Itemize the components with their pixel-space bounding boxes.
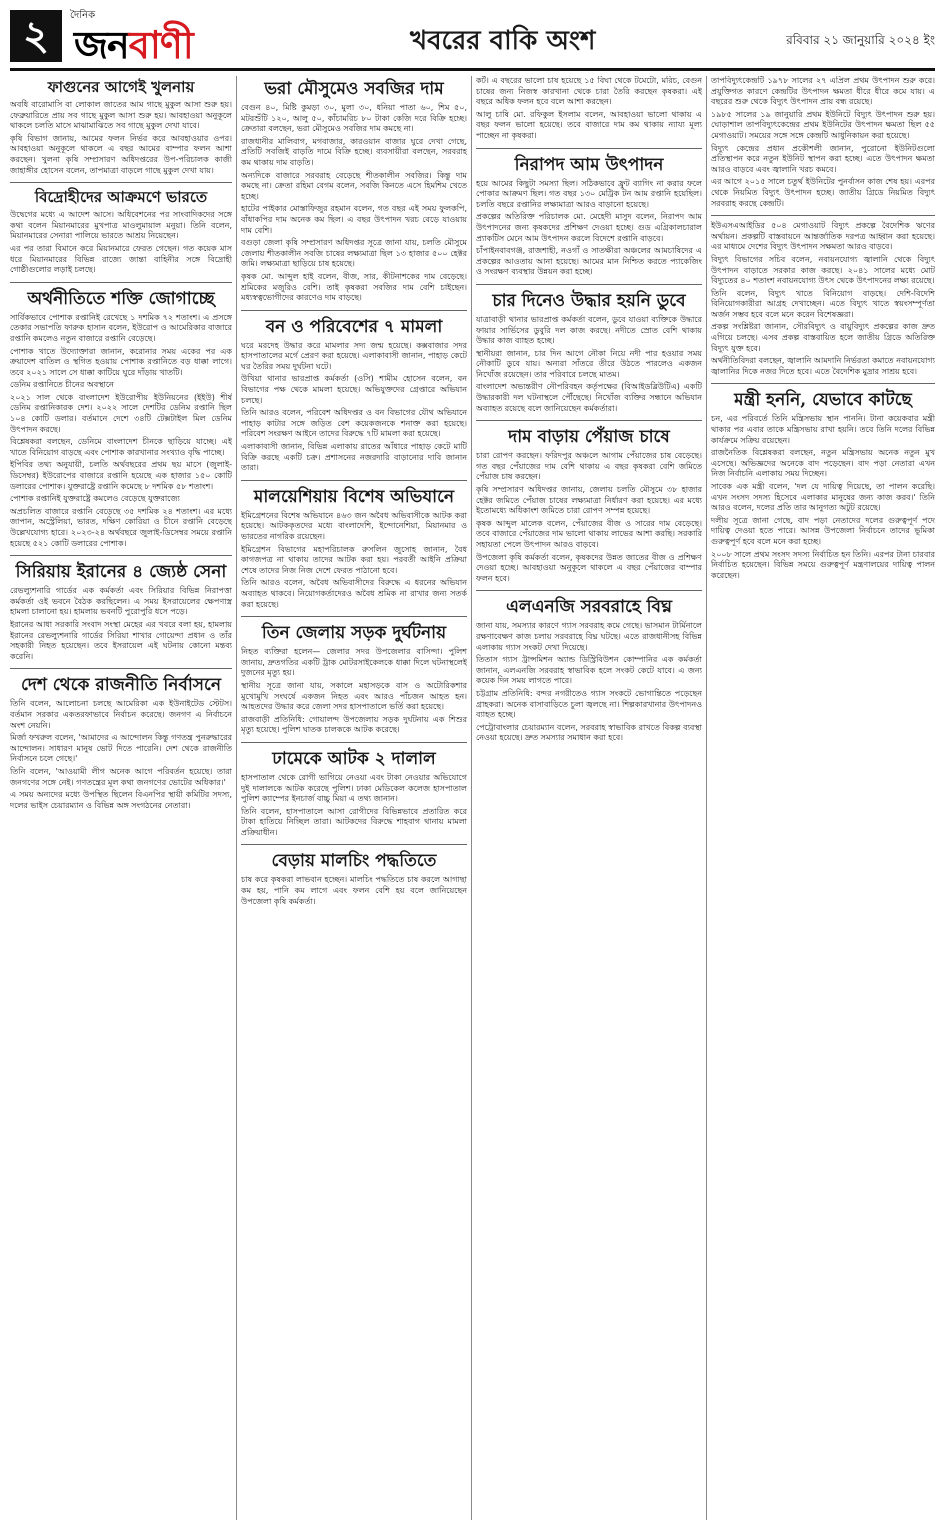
story-paragraph: বেগুন ৪০, মিষ্টি কুমড়া ৩০, মুলা ৩০, ধনিয়া পাতা ৬০, শিম ৫০, মটরশুঁটি ১২০, আলু ৫০, কাঁচামরিচ ৮০ টাকা কেজি দরে বিক্রি হচ্ছে। ক্রেতারা বলছেন, ভরা মৌসুমেও সবজির দাম কমছে না। bbox=[241, 103, 467, 134]
news-story bbox=[711, 76, 935, 209]
story-paragraph: রেভল্যুশনারি গার্ডের এক কর্মকর্তা এবং সিরিয়ার বিভিন্ন নিরাপত্তা কর্মকর্তা ওই ভবনে বৈঠক করছিলেন। এ সময় ইসরায়েলের ক্ষেপণাস্ত্র হামলা চালানো হয়। হামলায় ভবনটি পুরোপুরি ধসে পড়ে। bbox=[10, 586, 232, 617]
story-paragraph: প্রকল্প সংশ্লিষ্টরা জানান, সৌরবিদ্যুৎ ও বায়ুবিদ্যুৎ প্রকল্পের কাজ দ্রুত এগিয়ে চলছে। এসব প্রকল্প বাস্তবায়িত হলে জাতীয় গ্রিডে অতিরিক্ত বিদ্যুৎ যুক্ত হবে। bbox=[711, 322, 935, 353]
story-paragraph: তিনি আরও বলেন, পরিবেশ অধিদপ্তর ও বন বিভাগের যৌথ অভিযানে পাহাড় কাটার সঙ্গে জড়িত বেশ কয়েকজনকে শনাক্ত করা হয়েছে। পরিবেশ সংরক্ষণ আইনে তাদের বিরুদ্ধে ৭টি মামলা করা হয়েছে। bbox=[241, 408, 467, 439]
story-paragraph: নিহত ব্যক্তিরা হলেন— জেলার সদর উপজেলার বাসিন্দা। পুলিশ জানায়, দ্রুতগতির একটি ট্রাক মোটরসাইকেলকে ধাক্কা দিলে ঘটনাস্থলেই দুজনের মৃত্যু হয়। bbox=[241, 647, 467, 678]
news-story bbox=[241, 316, 467, 474]
story-headline: দেশ থেকে রাজনীতি নির্বাসনে bbox=[20, 675, 221, 696]
story-paragraph: চারা রোপণ করছেন। ফরিদপুর অঞ্চলে আগাম পেঁয়াজের চাষ বেড়েছে। গত বছর পেঁয়াজের দাম বেশি থাকায় এ বছর কৃষকরা বেশি জমিতে পেঁয়াজ চাষ করছেন। bbox=[476, 451, 702, 482]
news-story bbox=[10, 561, 232, 662]
story-paragraph: ইপিবির তথ্য অনুযায়ী, চলতি অর্থবছরের প্রথম ছয় মাসে (জুলাই-ডিসেম্বর) ইউরোপের বাজারে রপ্তানি হয়েছে এক হাজার ১৫০ কোটি ডলারের পোশাক। যুক্তরাষ্ট্রে রপ্তানি কমেছে ৮ দশমিক ৫৮ শতাংশ। bbox=[10, 460, 232, 491]
news-story bbox=[10, 188, 232, 276]
story-headline: এলএনজি সরবরাহে বিঘ্ন bbox=[506, 597, 672, 618]
news-story bbox=[241, 486, 467, 610]
story-paragraph: তিনি বলেন, 'আওয়ামী লীগ অনেক আগে পরিবর্তন হয়েছে। তারা জনগণের সঙ্গে নেই। গণতন্ত্রের মূল কথা জনগণের ভোটের অধিকার।' bbox=[10, 766, 232, 787]
masthead bbox=[10, 6, 935, 66]
story-divider bbox=[476, 590, 702, 591]
story-divider bbox=[241, 742, 467, 743]
story-paragraph: জানা যায়, সমস্যার কারণে গ্যাস সরবরাহ কমে গেছে। ভাসমান টার্মিনালে রক্ষণাবেক্ষণ কাজ চলায় সরবরাহে বিঘ্ন ঘটছে। এতে রাজধানীসহ বিভিন্ন এলাকায় গ্যাস সংকট দেখা দিয়েছে। bbox=[476, 621, 702, 652]
story-paragraph: বিদ্যুৎ বিভাগের সচিব বলেন, নবায়নযোগ্য জ্বালানি থেকে বিদ্যুৎ উৎপাদন বাড়াতে সরকার কাজ করছে। ২০৪১ সালের মধ্যে মোট বিদ্যুতের ৪০ শতাংশ নবায়নযোগ্য উৎস থেকে উৎপাদনের লক্ষ্য রয়েছে। bbox=[711, 254, 935, 286]
story-paragraph: তিতাস গ্যাস ট্রান্সমিশন অ্যান্ড ডিস্ট্রিবিউশন কোম্পানির এক কর্মকর্তা জানান, এলএনজি সরবরাহ স্বাভাবিক হলে সংকট কেটে যাবে। এ জন্য কয়েক দিন সময় লাগতে পারে। bbox=[476, 655, 702, 686]
story-paragraph: ইমিগ্রেশনের বিশেষ অভিযানে ৪৬৩ জন অবৈধ অভিবাসীকে আটক করা হয়েছে। আটককৃতদের মধ্যে বাংলাদেশি, ইন্দোনেশিয়া, মিয়ানমার ও ভারতের নাগরিক রয়েছেন। bbox=[241, 510, 467, 541]
story-paragraph: দলীয় সূত্রে জানা গেছে, বাদ পড়া নেতাদের দলের গুরুত্বপূর্ণ পদে দায়িত্ব দেওয়া হতে পারে। আসন্ন উপজেলা নির্বাচনে তাদের ভূমিকা গুরুত্বপূর্ণ হবে বলে মনে করা হচ্ছে। bbox=[711, 515, 935, 546]
story-divider bbox=[241, 616, 467, 617]
story-divider bbox=[241, 310, 467, 311]
story-divider bbox=[476, 284, 702, 285]
story-divider bbox=[711, 215, 935, 216]
page-number: ২ bbox=[10, 10, 62, 62]
logo-red: বাণী bbox=[128, 23, 193, 67]
news-story bbox=[476, 76, 702, 142]
story-paragraph: মির্জা ফখরুল বলেন, 'আমাদের এ আন্দোলন কিন্তু গণতন্ত্র পুনরুদ্ধারের আন্দোলন। সাধারণ মানুষ ভোট দিতে পারেনি। দেশ থেকে রাজনীতি নির্বাসনে চলে গেছে।' bbox=[10, 733, 232, 764]
story-paragraph: সাবেক এক মন্ত্রী বলেন, 'দল যে দায়িত্ব দিয়েছে, তা পালন করেছি। এখন সংসদ সদস্য হিসেবে এলাকার মানুষের জন্য কাজ করব।' তিনি আরও বলেন, দলের প্রতি তার আনুগত্য অটুট রয়েছে। bbox=[711, 482, 935, 513]
news-story bbox=[476, 290, 702, 414]
story-paragraph: এলাকাবাসী জানান, বিভিন্ন এলাকায় রাতের আঁধারে পাহাড় কেটে মাটি বিক্রি করছে একটি চক্র। প্রশাসনের নজরদারি বাড়ানোর দাবি জানান তারা। bbox=[241, 442, 467, 473]
story-paragraph: চাঁপাইনবাবগঞ্জ, রাজশাহী, নওগাঁ ও সাতক্ষীরা অঞ্চলের আমচাষিদের এ প্রকল্পের আওতায় আনা হয়েছে। আমের মান নিশ্চিত করতে প্যাকেজিং ও সংরক্ষণ ব্যবস্থার উন্নয়ন করা হচ্ছে। bbox=[476, 246, 702, 277]
date-line: রবিবার ২১ জানুয়ারি ২০২৪ ইং bbox=[786, 33, 935, 47]
story-paragraph: তিনি আরও বলেন, অবৈধ অভিবাসীদের বিরুদ্ধে এ ধরনের অভিযান অব্যাহত থাকবে। নিয়োগকর্তাদেরও অবৈধ শ্রমিক না রাখার জন্য সতর্ক করা হয়েছে। bbox=[241, 578, 467, 609]
story-paragraph: যাত্রাবাড়ী থানার ভারপ্রাপ্ত কর্মকর্তা বলেন, ডুবে যাওয়া ব্যক্তিকে উদ্ধারে ফায়ার সার্ভিসের ডুবুরি দল কাজ করছে। নদীতে স্রোত বেশি থাকায় উদ্ধার কাজ ব্যাহত হচ্ছে। bbox=[476, 314, 702, 346]
logo-black: জন bbox=[74, 23, 129, 67]
story-paragraph: উখিয়া থানার ভারপ্রাপ্ত কর্মকর্তা (ওসি) শামীম হোসেন বলেন, বন বিভাগের পক্ষ থেকে মামলা হয়েছে। অভিযুক্তদের গ্রেপ্তারে অভিযান চলছে। bbox=[241, 374, 467, 405]
story-paragraph: এ সময় অন্যদের মধ্যে উপস্থিত ছিলেন বিএনপির স্থায়ী কমিটির সদস্য, দলের ভাইস চেয়ারম্যান ও বিভিন্ন অঙ্গ সংগঠনের নেতারা। bbox=[10, 790, 232, 810]
story-divider bbox=[241, 844, 467, 845]
story-paragraph: অন্যদিকে বাজারে সরবরাহ বেড়েছে শীতকালীন সবজির। কিন্তু দাম কমছে না। ক্রেতা রহিমা বেগম বলেন, সবজি কিনতে এসে হিমশিম খেতে হচ্ছে। bbox=[241, 170, 467, 201]
story-paragraph: বিদ্যুৎ কেন্দ্রের প্রধান প্রকৌশলী জানান, পুরোনো ইউনিটগুলো প্রতিস্থাপন করে নতুন ইউনিট স্থাপন করা হচ্ছে। এতে উৎপাদন ক্ষমতা আরও বাড়বে এবং জ্বালানি খরচ কমবে। bbox=[711, 143, 935, 174]
story-paragraph: তিনি বলেন, আলোচনা চলছে আমেরিকা এক ইউনাইটেড স্টেটস। বর্তমান সরকার একতরফাভাবে নির্বাচন করেছে। জনগণ এ নির্বাচনে অংশ নেয়নি। bbox=[10, 699, 232, 730]
story-paragraph: সার্বিকভাবে পোশাক রপ্তানিই রেখেছে ১ দশমিক ৭২ শতাংশ। এ প্রসঙ্গে তেকার সভাপতি ফারুক হাসান বলেন, ইউরোপ ও আমেরিকার বাজারে রপ্তানি কমলেও নতুন বাজারে রপ্তানি বেড়েছে। bbox=[10, 312, 232, 343]
story-paragraph: কর্ট। এ বছরের ভালো চাষ হয়েছে ১৫ বিঘা থেকে টমেটো, মরিচ, বেগুন চাষের জন্য নিজস্ব কারখানা থেকে চারা তৈরি করছেন কৃষকরা। এই বছরে অধিক ফলন হবে বলে আশা করছেন। bbox=[476, 76, 702, 107]
news-story bbox=[241, 748, 467, 839]
column-2 bbox=[241, 76, 467, 1520]
news-story bbox=[476, 426, 702, 584]
story-headline: ফাগুনের আগেই খুলনায় bbox=[47, 78, 195, 96]
column-divider bbox=[236, 76, 237, 1520]
story-divider bbox=[476, 148, 702, 149]
story-paragraph: ২০০৮ সালে প্রথম সংসদ সদস্য নির্বাচিত হন তিনি। এরপর টানা চারবার নির্বাচিত হয়েছেন। বিভিন্ন সময়ে গুরুত্বপূর্ণ মন্ত্রণালয়ের দায়িত্ব পালন করেছেন। bbox=[711, 549, 935, 580]
story-paragraph: কৃষি বিভাগ জানায়, আমের ফলন নির্ভর করে আবহাওয়ার ওপর। আবহাওয়া অনুকূলে থাকলে এ বছর আমের বাম্পার ফলন আশা করছেন। খুলনা কৃষি সম্প্রসারণ অধিদপ্তরের উপ-পরিচালক কাজী জাহাঙ্গীর হোসেন বলেন, তাপমাত্রা বাড়লে গাছে মুকুল দেখা যায়। bbox=[10, 133, 232, 175]
story-paragraph: প্রকল্পের অতিরিক্ত পরিচালক মো. মেহেদী মাসুদ বলেন, নিরাপদ আম উৎপাদনের জন্য কৃষকদের প্রশিক্ষণ দেওয়া হচ্ছে। গুড এগ্রিকালচারাল প্র্যাকটিস মেনে আম উৎপাদন করলে বিদেশে রপ্তানি বাড়বে। bbox=[476, 212, 702, 243]
story-paragraph: অর্থনীতিবিদরা বলছেন, জ্বালানি আমদানি নির্ভরতা কমাতে নবায়নযোগ্য জ্বালানির দিকে নজর দিতে হবে। এতে বৈদেশিক মুদ্রার সাশ্রয় হবে। bbox=[711, 356, 935, 376]
logo-prefix: দৈনিক bbox=[70, 10, 96, 21]
column-4 bbox=[711, 76, 935, 1520]
story-paragraph: স্থানীয় সূত্রে জানা যায়, সকালে মহাসড়কে বাস ও অটোরিকশার মুখোমুখি সংঘর্ষে একজন নিহত এবং আরও পাঁচজন আহত হন। আহতদের উদ্ধার করে জেলা সদর হাসপাতালে ভর্তি করা হয়েছে। bbox=[241, 680, 467, 712]
story-paragraph: চন, এর পরিবর্তে তিনি মন্ত্রিসভায় স্থান পাননি। টানা কয়েকবার মন্ত্রী থাকার পর এবার তাকে মন্ত্রিসভায় রাখা হয়নি। তবে তিনি দলের বিভিন্ন কার্যক্রমে সক্রিয় রয়েছেন। bbox=[711, 414, 935, 445]
story-headline: অর্থনীতিতে শক্তি জোগাচ্ছে bbox=[27, 288, 215, 309]
story-paragraph: তিনি বলেন, হাসপাতালে আসা রোগীদের বিভিন্নভাবে প্রতারিত করে টাকা হাতিয়ে নিচ্ছিল তারা। আটকদের বিরুদ্ধে শাহবাগ থানায় মামলা প্রক্রিয়াধীন। bbox=[241, 806, 467, 837]
story-paragraph: বগুড়া জেলা কৃষি সম্প্রসারণ অধিদপ্তর সূত্রে জানা যায়, চলতি মৌসুমে জেলায় শীতকালীন সবজি চাষের লক্ষ্যমাত্রা ছিল ১৩ হাজার ৫০০ হেক্টর জমি। লক্ষ্যমাত্রা ছাড়িয়ে চাষ হয়েছে। bbox=[241, 238, 467, 269]
story-headline: মন্ত্রী হননি, যেভাবে কাটছে bbox=[734, 390, 912, 411]
story-headline: নিরাপদ আম উৎপাদন bbox=[514, 154, 664, 175]
story-paragraph: উপজেলা কৃষি কর্মকর্তা বলেন, কৃষকদের উন্নত জাতের বীজ ও প্রশিক্ষণ দেওয়া হচ্ছে। আবহাওয়া অনুকূলে থাকলে এ বছর পেঁয়াজের বাম্পার ফলন হবে। bbox=[476, 552, 702, 583]
story-paragraph: ঘরে মরদেহ উদ্ধার করে মামলার সদ্য জন্ম হয়েছে। কক্সবাজার সদর হাসপাতালের মর্গে প্রেরণ করা হয়েছে। এলাকাবাসী জানান, পাহাড় কেটে ঘর তৈরির সময় দুর্ঘটনা ঘটে। bbox=[241, 340, 467, 371]
story-paragraph: পোশাক খাতে উদ্যোক্তারা জানান, করোনার সময় একের পর এক ক্রয়াদেশ বাতিল ও স্থগিত হওয়ায় পোশাক রপ্তানিতে বড় ধাক্কা লাগে। তবে ২০২১ সালে সে ধাক্কা কাটিয়ে ঘুরে দাঁড়ায় খাতটি। bbox=[10, 346, 232, 377]
news-story bbox=[241, 78, 467, 304]
news-story bbox=[10, 288, 232, 549]
news-story bbox=[711, 221, 935, 377]
story-paragraph: হাসপাতাল থেকে রোগী ভাগিয়ে নেওয়া এবং টাকা নেওয়ার অভিযোগে দুই দালালকে আটক করেছে পুলিশ। ঢাকা মেডিকেল কলেজ হাসপাতাল পুলিশ ক্যাম্পের ইনচার্জ বাচ্চু মিয়া এ তথ্য জানান। bbox=[241, 772, 467, 804]
story-headline: বন ও পরিবেশের ৭ মামলা bbox=[265, 316, 443, 337]
story-divider bbox=[10, 555, 232, 556]
story-paragraph: ডেনিম রপ্তানিতে চীনের অবস্থানে bbox=[10, 380, 114, 390]
story-paragraph: চট্টগ্রাম প্রতিনিধি: বন্দর নগরীতেও গ্যাস সংকটে ভোগান্তিতে পড়েছেন গ্রাহকরা। অনেক বাসাবাড়িতে চুলা জ্বলছে না। শিল্পকারখানার উৎপাদনও ব্যাহত হচ্ছে। bbox=[476, 688, 702, 720]
news-story bbox=[10, 78, 232, 176]
story-paragraph: ইউএসএআইডির ৫০৪ মেগাওয়াট বিদ্যুৎ প্রকল্পে বৈদেশিক ঋণের অর্থায়ন। প্রকল্পটি বাস্তবায়নে আন্তর্জাতিক দরপত্র আহ্বান করা হয়েছে। এর মাধ্যমে দেশের বিদ্যুৎ উৎপাদন সক্ষমতা আরও বাড়বে। bbox=[711, 221, 935, 252]
story-headline: ভরা মৌসুমেও সবজির দাম bbox=[264, 79, 444, 99]
column-divider bbox=[706, 76, 707, 1520]
masthead-rule bbox=[10, 68, 935, 71]
story-paragraph: ২০২১ সাল থেকে বাংলাদেশ ইউরোপীয় ইউনিয়নের (ইইউ) শীর্ষ ডেনিম রপ্তানিকারক দেশ। ২০২২ সালে দেশটির ডেনিম রপ্তানি ছিল ১০৪ কোটি ডলার। বর্তমানে দেশে ৩৪টি টেক্সটাইল মিল ডেনিম উৎপাদন করছে। bbox=[10, 392, 232, 434]
story-paragraph: রাজনৈতিক বিশ্লেষকরা বলছেন, নতুন মন্ত্রিসভায় অনেক নতুন মুখ এসেছে। অভিজ্ঞদের অনেকে বাদ পড়েছেন। বাদ পড়া নেতারা এখন নিজ নির্বাচনি এলাকায় সময় দিচ্ছেন। bbox=[711, 448, 935, 479]
story-paragraph: ইরানের আধা সরকারি সংবাদ সংস্থা মেহের এর খবরে বলা হয়, হামলায় ইরানের রেভল্যুশনারি গার্ডের সিরিয়া শাখার গোয়েন্দা প্রধান ও তাঁর সহকারী নিহত হয়েছেন। তবে ইসরায়েল এই ঘটনায় কোনো মন্তব্য করেনি। bbox=[10, 619, 232, 661]
story-paragraph: রাজধানীর মালিবাগ, মগবাজার, কারওয়ান বাজার ঘুরে দেখা গেছে, প্রতিটি সবজিই বাড়তি দামে বিক্রি হচ্ছে। ব্যবসায়ীরা বলছেন, সরবরাহ কম থাকায় দাম বাড়তি। bbox=[241, 136, 467, 167]
story-paragraph: স্থানীয়রা জানান, চার দিন আগে নৌকা নিয়ে নদী পার হওয়ার সময় নৌকাটি ডুবে যায়। অন্যরা সাঁতরে তীরে উঠতে পারলেও একজন নিখোঁজ রয়েছেন। তার পরিবারে চলছে মাতম। bbox=[476, 348, 702, 379]
story-paragraph: অবধি বারোমাসি বা লোকাল জাতের আম গাছে মুকুল আসা শুরু হয়। ফেব্রুয়ারিতে প্রায় সব গাছে মুকুল আসা শুরু হয়। আবহাওয়া অনুকূলে থাকলে চলতি মাসে মাঝামাঝিতে সব গাছে মুকুল দেখা যাবে। bbox=[10, 100, 232, 131]
story-headline: বিদ্রোহীদের আক্রমণে ভারতে bbox=[34, 188, 208, 207]
news-story bbox=[241, 850, 467, 907]
story-headline: দাম বাড়ায় পেঁয়াজ চাষে bbox=[508, 427, 670, 448]
story-divider bbox=[10, 668, 232, 669]
story-paragraph: রাজবাড়ী প্রতিনিধি: গোয়ালন্দ উপজেলায় সড়ক দুর্ঘটনায় এক শিশুর মৃত্যু হয়েছে। পুলিশ ঘাতক চালককে আটক করেছে। bbox=[241, 714, 467, 735]
story-paragraph: এর আগে ২০১৫ সালে চতুর্থ ইউনিটের পুনর্বাসন কাজ শেষ হয়। এরপর থেকে নিয়মিত বিদ্যুৎ উৎপাদন হচ্ছে। জাতীয় গ্রিডে নিয়মিত বিদ্যুৎ সরবরাহ করছে কেন্দ্রটি। bbox=[711, 177, 935, 208]
story-headline: মালয়েশিয়ায় বিশেষ অভিযানে bbox=[253, 486, 455, 507]
story-paragraph: উদ্বেগের মধ্যে এ আদেশ আসে। অধিবেশনের পর সাংবাদিকদের সঙ্গে কথা বলেন মিয়ানমারের মুখপাত্র মাওলুমায়াল মনুয়া। তিনি বলেন, মিয়ানমারের সেনারা পালিয়ে ভারতে আশ্রয় নিয়েছেন। bbox=[10, 210, 232, 241]
section-title: খবরের বাকি অংশ bbox=[410, 26, 596, 56]
story-paragraph: চাষ করে কৃষকরা লাভবান হচ্ছেন। মালচিং পদ্ধতিতে চাষ করলে আগাছা কম হয়, পানি কম লাগে এবং ফলন বেশি হয় বলে জানিয়েছেন উপজেলা কৃষি কর্মকর্তা। bbox=[241, 875, 467, 906]
story-paragraph: কৃষি সম্প্রসারণ অধিদপ্তর জানায়, জেলায় চলতি মৌসুমে ৩৮ হাজার হেক্টর জমিতে পেঁয়াজ চাষের লক্ষ্যমাত্রা নির্ধারণ করা হয়েছে। এর মধ্যে ইতোমধ্যে অধিকাংশ জমিতে চারা রোপণ সম্পন্ন হয়েছে। bbox=[476, 485, 702, 516]
story-paragraph: বিশ্লেষকরা বলছেন, ডেনিমে বাংলাদেশ চীনকে ছাড়িয়ে যাচ্ছে। এই খাতে বিনিয়োগ বাড়ছে এবং পোশাক কারখানার সংখ্যাও বৃদ্ধি পাচ্ছে। bbox=[10, 437, 232, 457]
story-divider bbox=[10, 182, 232, 183]
story-paragraph: তিনি বলেন, বিদ্যুৎ খাতে বিনিয়োগ বাড়ছে। দেশি-বিদেশি বিনিয়োগকারীরা আগ্রহ দেখাচ্ছেন। এতে বিদ্যুৎ খাতে স্বয়ংসম্পূর্ণতা অর্জন সম্ভব হবে বলে মনে করেন বিশেষজ্ঞরা। bbox=[711, 288, 935, 319]
story-paragraph: ১৯৮৫ সালের ১৯ জানুয়ারি প্রথম ইউনিটে বিদ্যুৎ উৎপাদন শুরু হয়। ঘোড়াশাল তাপবিদ্যুৎকেন্দ্রের প্রথম ইউনিটের উৎপাদন ক্ষমতা ছিল ৫৫ মেগাওয়াট। সময়ের সঙ্গে সঙ্গে কেন্দ্রটি আধুনিকায়ন করা হয়েছে। bbox=[711, 109, 935, 140]
column-divider bbox=[471, 76, 472, 1520]
news-story bbox=[476, 154, 702, 278]
story-headline: চার দিনেও উদ্ধার হয়নি ডুবে bbox=[492, 290, 686, 311]
news-story bbox=[10, 674, 232, 811]
news-story bbox=[241, 622, 467, 736]
story-headline: সিরিয়ায় ইরানের ৪ জ্যেষ্ঠ সেনা bbox=[15, 562, 227, 583]
story-divider bbox=[711, 383, 935, 384]
story-paragraph: ইমিগ্রেশন বিভাগের মহাপরিচালক রুসলিন জুসোহ জানান, বৈধ কাগজপত্র না থাকায় তাদের আটক করা হয়। পরবর্তী আইনি প্রক্রিয়া শেষে তাদের নিজ নিজ দেশে ফেরত পাঠানো হবে। bbox=[241, 544, 467, 575]
story-paragraph: পেট্রোবাংলার চেয়ারম্যান বলেন, সরবরাহ স্বাভাবিক রাখতে বিকল্প ব্যবস্থা নেওয়া হয়েছে। দ্রুত সমস্যার সমাধান করা হবে। bbox=[476, 722, 702, 743]
story-headline: ঢামেকে আটক ২ দালাল bbox=[272, 748, 436, 769]
story-paragraph: বাংলাদেশ অভ্যন্তরীণ নৌপরিবহন কর্তৃপক্ষের (বিআইডব্লিউটিএ) একটি উদ্ধারকারী দল ঘটনাস্থলে পৌঁছেছে। নিখোঁজ ব্যক্তির সন্ধানে অভিযান অব্যাহত রয়েছে বলে জানিয়েছেন কর্মকর্তারা। bbox=[476, 382, 702, 413]
story-paragraph: হাটের পাইকার মোস্তাফিজুর রহমান বলেন, গত বছর এই সময় ফুলকপি, বাঁধাকপির দাম অনেক কম ছিল। এ বছর উৎপাদন খরচ বেড়ে যাওয়ায় দাম বেশি। bbox=[241, 204, 467, 235]
story-paragraph: আলু চাষি মো. রফিকুল ইসলাম বলেন, আবহাওয়া ভালো থাকায় এ বছর ফলন ভালো হয়েছে। তবে বাজারে দাম কম থাকায় ন্যায্য মূল্য পাচ্ছেন না কৃষকরা। bbox=[476, 109, 702, 140]
story-paragraph: তাপবিদ্যুৎকেন্দ্রটি ১৯৭৮ সালের ২৭ এপ্রিল প্রথম উৎপাদন শুরু করে। প্রযুক্তিগত কারণে কেন্দ্রটির উৎপাদন ক্ষমতা ধীরে ধীরে কমে যায়। এ বছরের শুরু থেকে বিদ্যুৎ উৎপাদন প্রায় বন্ধ রয়েছে। bbox=[711, 76, 935, 107]
story-divider bbox=[241, 480, 467, 481]
column-1 bbox=[10, 76, 232, 1520]
story-headline: তিন জেলায় সড়ক দুর্ঘটনায় bbox=[261, 623, 447, 644]
story-paragraph: এর পর তারা বিমানে করে মিয়ানমারে ফেরত গেছেন। গত কয়েক মাস ধরে মিয়ানমারের বিভিন্ন রাজ্যে জান্তা বাহিনীর সঙ্গে বিদ্রোহী গোষ্ঠীগুলোর লড়াই চলছে। bbox=[10, 243, 232, 275]
story-paragraph: কৃষক মো. আব্দুল হাই বলেন, বীজ, সার, কীটনাশকের দাম বেড়েছে। শ্রমিকের মজুরিও বেশি। তাই কৃষকরা সবজির দাম বেশি চাইছেন। মধ্যস্বত্বভোগীদের কারণেও দাম বাড়ছে। bbox=[241, 271, 467, 303]
story-paragraph: কৃষক আব্দুল মালেক বলেন, পেঁয়াজের বীজ ও সারের দাম বেড়েছে। তবে বাজারে পেঁয়াজের দাম ভালো থাকায় লাভের আশা করছি। সরকারি সহায়তা পেলে উৎপাদন আরও বাড়বে। bbox=[476, 518, 702, 549]
story-divider bbox=[10, 282, 232, 283]
news-story bbox=[711, 389, 935, 581]
column-3 bbox=[476, 76, 702, 1520]
news-story bbox=[476, 596, 702, 744]
story-paragraph: পোশাক রপ্তানিই যুক্তরাষ্ট্রে কমলেও বেড়েছে যুক্তরাজ্যে bbox=[10, 494, 180, 504]
story-headline: বেড়ায় মালচিং পদ্ধতিতে bbox=[271, 851, 437, 872]
story-paragraph: অপ্রচলিত বাজারে রপ্তানি বেড়েছে ৩৫ দশমিক ২৪ শতাংশ। এর মধ্যে জাপান, অস্ট্রেলিয়া, ভারত, দক্ষিণ কোরিয়া ও চীনে রপ্তানি বেড়েছে উল্লেখযোগ্য হারে। ২০২৩-২৪ অর্থবছরে জুলাই-ডিসেম্বর সময়ে রপ্তানি হয়েছে ৫২১ কোটি ডলারের পোশাক। bbox=[10, 506, 232, 548]
story-paragraph: হয়ে আমের কিছুটা সমস্যা ছিল। সঠিকভাবে ফ্রুট ব্যাগিং না করার ফলে পোকার আক্রমণ ছিল। গত বছর ১৩০ মেট্রিক টন আম রপ্তানি হয়েছিল। চলতি বছরে রপ্তানির লক্ষ্যমাত্রা আরও বাড়ানো হয়েছে। bbox=[476, 178, 702, 209]
story-divider bbox=[476, 420, 702, 421]
